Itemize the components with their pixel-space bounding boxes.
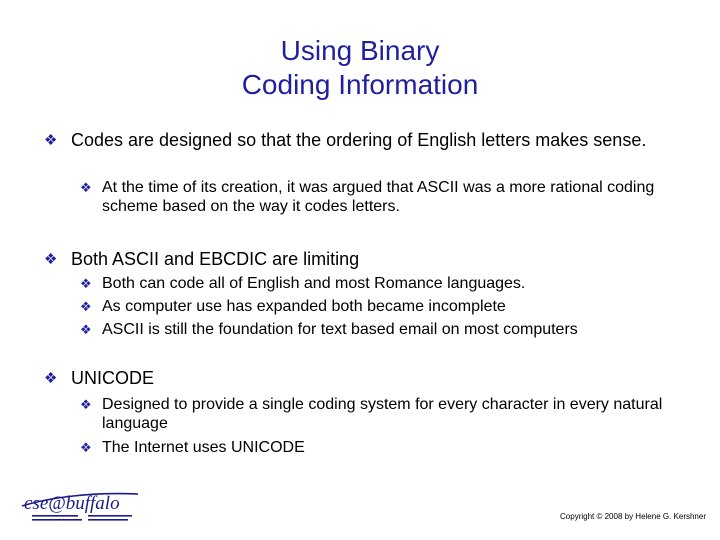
title-line-2: Coding Information (241, 69, 479, 100)
sub-bullet-email (80, 320, 690, 339)
sub-bullet-single-coding (80, 395, 690, 433)
sub-bullet-text: At the time of its creation, it was argued that ASCII was a more rational coding scheme based on the way it codes letters. (102, 179, 655, 215)
diamond-bullet-icon: ❖ (80, 180, 92, 195)
sub-bullet-internet-unicode (80, 438, 690, 457)
diamond-bullet-icon: ❖ (80, 397, 92, 412)
sub-bullet-text: ASCII is still the foundation for text based email on most computers (102, 321, 578, 338)
bullet-text: UNICODE (71, 368, 155, 388)
bullet-text: Both ASCII and EBCDIC are limiting (71, 249, 360, 269)
copyright-footer: Copyright © 2008 by Helene G. Kershner (560, 512, 706, 521)
sub-bullet-text: Both can code all of English and most Romance languages. (102, 275, 526, 292)
diamond-bullet-icon: ❖ (44, 370, 58, 387)
bullet-ascii-ebcdic (44, 249, 684, 270)
bullet-unicode (44, 368, 684, 389)
diamond-bullet-icon: ❖ (80, 322, 92, 337)
diamond-bullet-icon: ❖ (44, 132, 58, 149)
sub-bullet-text: Designed to provide a single coding system for every character in every natural language (102, 396, 663, 432)
diamond-bullet-icon: ❖ (44, 251, 58, 268)
title-line-1: Using Binary (280, 35, 440, 66)
logo-text: cse@buffalo (24, 493, 120, 514)
sub-bullet-ascii-rational (80, 178, 690, 216)
sub-bullet-incomplete (80, 297, 690, 316)
bullet-text: Codes are designed so that the ordering of English letters makes sense. (71, 130, 647, 150)
sub-bullet-text: As computer use has expanded both became incomplete (102, 298, 506, 315)
diamond-bullet-icon: ❖ (80, 276, 92, 291)
sub-bullet-romance-languages (80, 274, 690, 293)
diamond-bullet-icon: ❖ (80, 299, 92, 314)
bullet-codes-ordering (44, 130, 684, 151)
diamond-bullet-icon: ❖ (80, 440, 92, 455)
cse-buffalo-logo (18, 484, 143, 528)
sub-bullet-text: The Internet uses UNICODE (102, 439, 305, 456)
